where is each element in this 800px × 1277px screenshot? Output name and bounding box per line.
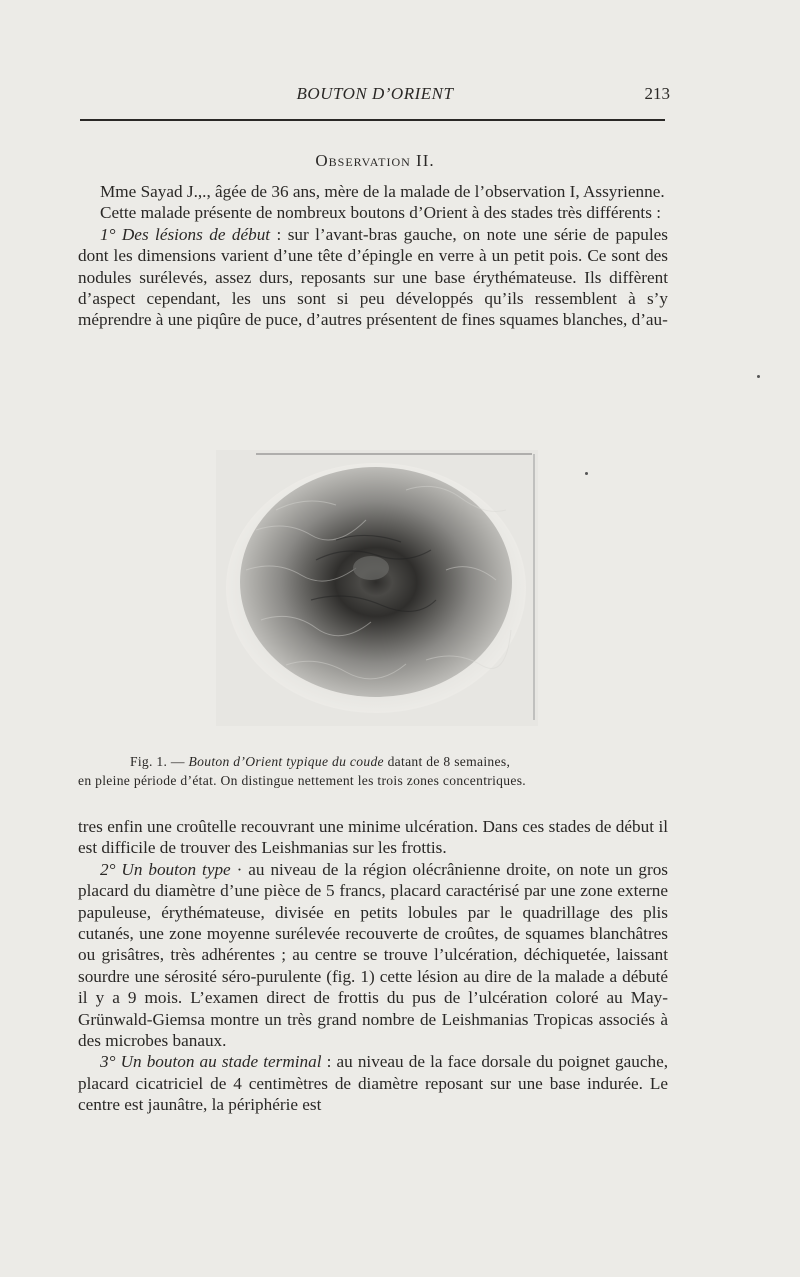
paragraph-text: : sur l’avant-bras gauche, on note une série de papules dont les dimensions varient d’une tête d’épingle en verre à un petit pois. Ce sont des nodules surélevés, assez durs, reposants sur une base érythémateuse. Ils diffèrent d’aspect cependant, les uns sont si peu développés qu’ils ressemblent à s’y méprendre à une piqûre de puce, d’autres présentent de fines squames blanches, d’au- (78, 224, 668, 330)
paragraph (78, 224, 668, 331)
paragraph (78, 181, 668, 202)
figure-caption (78, 752, 668, 790)
caption-rest: datant de 8 semaines, (383, 754, 511, 769)
paragraph-text: Mme Sayad J.,., âgée de 36 ans, mère de la malade de l’observation I, Assyrienne. (100, 182, 665, 201)
observation-title: Observation II. (315, 151, 435, 170)
paragraph (78, 859, 668, 1052)
caption-line-2: en pleine période d’état. On distingue nettement les trois zones concentriques. (78, 773, 526, 788)
paragraph-label: 1° Des lésions de début (100, 224, 271, 244)
figure-photograph (216, 450, 538, 726)
page-number: 213 (644, 84, 670, 103)
caption-italic: Bouton d’Orient typique du coude (188, 754, 384, 769)
header-rule (80, 119, 665, 121)
body-text-bottom (78, 816, 668, 1116)
paragraph-text: Cette malade présente de nombreux boutons d’Orient à des stades très différents : (100, 203, 661, 223)
paragraph (78, 202, 668, 223)
caption-line-1 (78, 752, 668, 771)
paragraph-label: 2° Un bouton type (100, 859, 231, 879)
paragraph-text: tres enfin une croûtelle recouvrant une minime ulcération. Dans ces stades de début il est difficile de trouver des Leishmanias sur les frottis. (78, 817, 668, 858)
paragraph-text: : au niveau de la face dorsale du poignet gauche, placard cicatriciel de 4 centimètres de diamètre reposant sur une base indurée. Le centre est jaunâtre, la périphérie est (78, 1052, 668, 1115)
running-head (80, 84, 670, 108)
running-title: BOUTON D’ORIENT (296, 84, 454, 103)
ink-speck (757, 375, 760, 378)
paragraph-text: · au niveau de la région olécrânienne droite, on note un gros placard du diamètre d’une pièce de 5 francs, placard caractérisé par une zone externe papuleuse, érythémateuse, divisée en petits lobules par le quadrillage des plis cutanés, une zone moyenne surélevée recouverte de croûtes, de squames blanchâtres ou grisâtres, très adhérentes ; au centre se trouve l’ulcération, déchiquetée, laissant sourdre une sérosité séro-purulente (fig. 1) cette lésion au dire de la malade a débuté il y a 9 mois. L’examen direct de frottis du pus de l’ulcération coloré au May-Grünwald-Giemsa montre un très grand nombre de Leishmanias Tropicas associés à des microbes banaux. (78, 859, 668, 1051)
lesion-photo-illustration (216, 450, 538, 726)
paragraph (78, 1051, 668, 1115)
ink-speck (585, 472, 588, 475)
paragraph (78, 816, 668, 859)
body-text-top (78, 181, 668, 331)
paragraph-label: 3° Un bouton au stade terminal (100, 1052, 322, 1072)
caption-prefix: Fig. 1. — (130, 754, 189, 769)
